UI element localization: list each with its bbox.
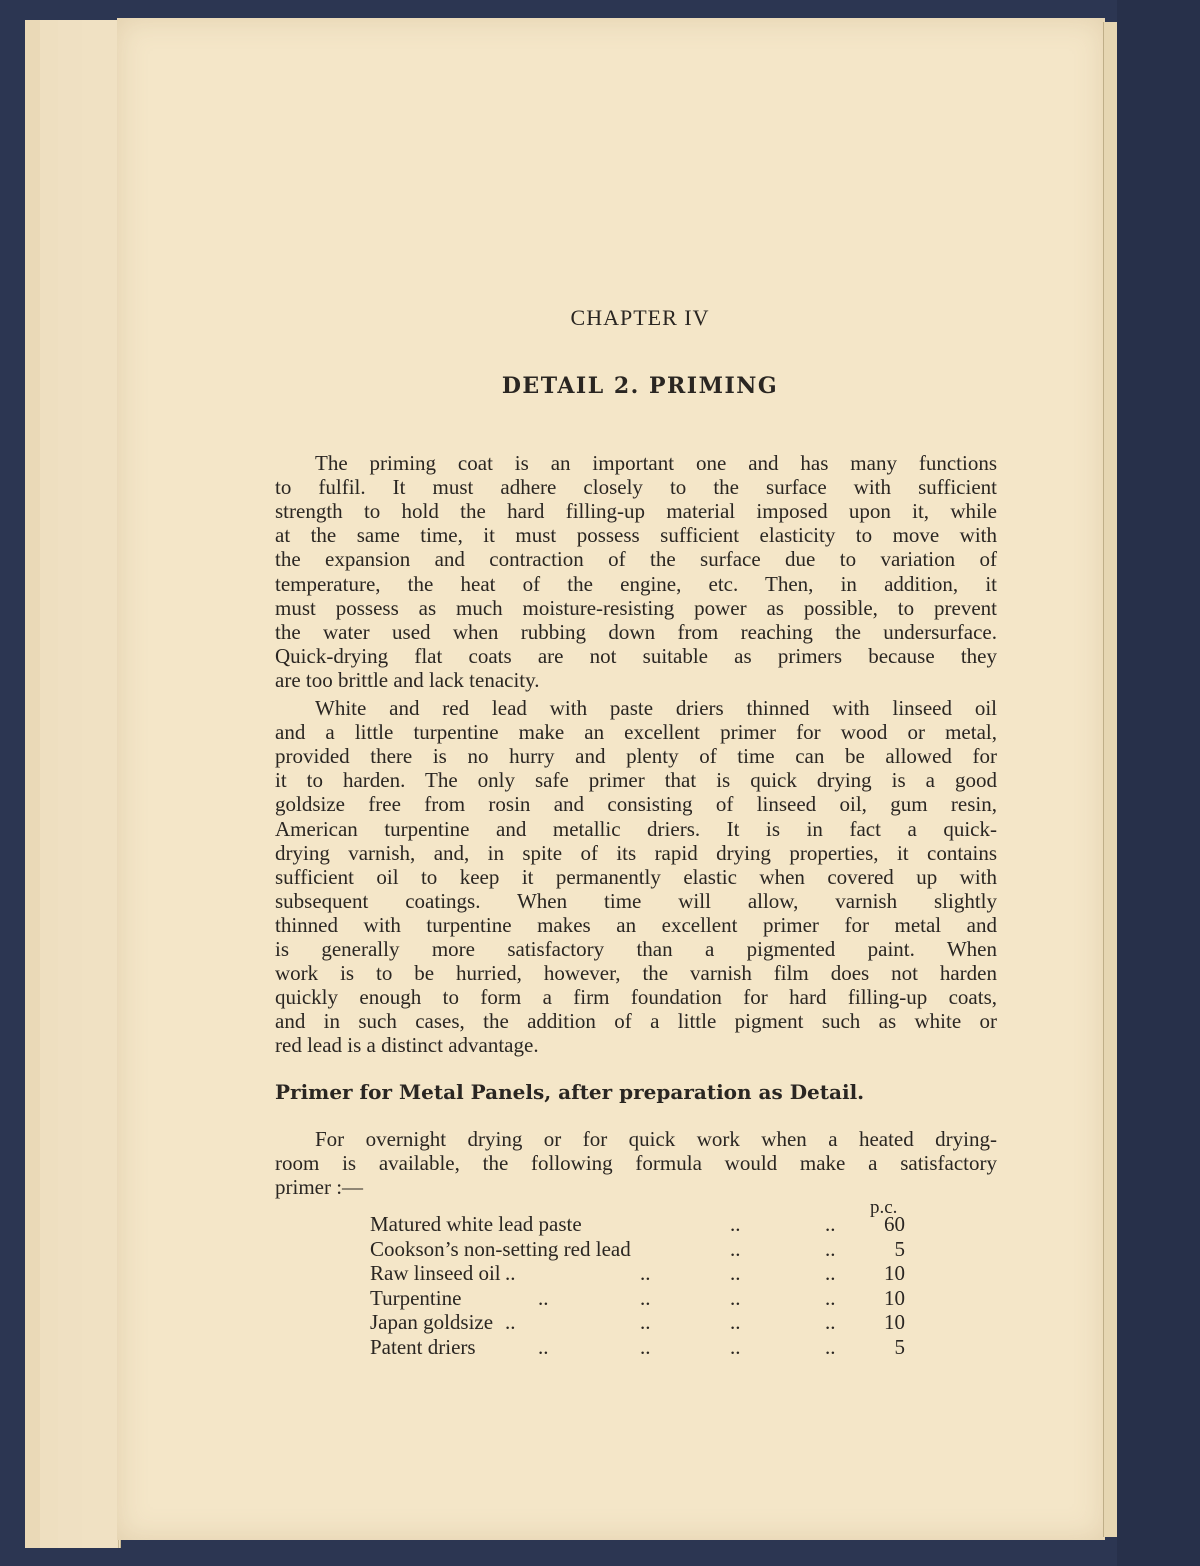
text-line: the water used when rubbing down from reaching the undersurface. bbox=[275, 619, 997, 644]
text-line: strength to hold the hard filling-up material imposed upon it, while bbox=[275, 499, 997, 524]
dot-leader: .. bbox=[640, 1261, 651, 1286]
ingredient-percent: 10 bbox=[884, 1310, 905, 1335]
dot-leader: .. bbox=[640, 1285, 651, 1310]
dot-leader: .. bbox=[538, 1335, 549, 1359]
dot-leader: .. bbox=[538, 1285, 549, 1310]
text-line: the expansion and contraction of the surface due to variation of bbox=[275, 547, 997, 572]
dot-leader: .. bbox=[825, 1236, 836, 1261]
ingredient-name: Patent driers bbox=[370, 1335, 476, 1359]
ingredient-percent: 60 bbox=[884, 1212, 905, 1236]
ingredient-name: Cookson’s non-setting red lead bbox=[370, 1236, 631, 1261]
formula-row bbox=[370, 1261, 905, 1285]
text-line: it to harden. The only safe primer that is quick drying is a good bbox=[275, 768, 997, 793]
text-line: American turpentine and metallic driers. It is in fact a quick- bbox=[275, 816, 997, 841]
dot-leader: .. bbox=[730, 1236, 741, 1261]
text-line: must possess as much moisture-resisting power as possible, to prevent bbox=[275, 595, 997, 620]
text-line: is generally more satisfactory than a pigmented paint. When bbox=[275, 937, 997, 961]
text-line: White and red lead with paste driers thinned with linseed oil bbox=[315, 696, 997, 720]
text-line: quickly enough to form a firm foundation for hard filling-up coats, bbox=[275, 985, 997, 1010]
unit-header: p.c. bbox=[870, 1197, 898, 1218]
text-line: Quick-drying flat coats are not suitable as primers because they bbox=[275, 643, 997, 668]
ingredient-name: Turpentine bbox=[370, 1285, 462, 1310]
formula-row bbox=[370, 1286, 905, 1310]
book-cover bbox=[1117, 0, 1200, 1566]
formula-row bbox=[370, 1335, 905, 1359]
formula-row bbox=[370, 1212, 905, 1236]
dot-leader: .. bbox=[825, 1212, 836, 1236]
text-line: sufficient oil to keep it permanently elastic when covered up with bbox=[275, 864, 997, 889]
dot-leader: .. bbox=[640, 1335, 651, 1359]
dot-leader: .. bbox=[505, 1261, 516, 1286]
dot-leader: .. bbox=[825, 1261, 836, 1286]
dot-leader: .. bbox=[730, 1310, 741, 1335]
text-line: work is to be hurried, however, the varnish film does not harden bbox=[275, 961, 997, 986]
text-line: and in such cases, the addition of a little pigment such as white or bbox=[275, 1009, 997, 1034]
ingredient-name: Raw linseed oil bbox=[370, 1261, 501, 1286]
text-line: provided there is no hurry and plenty of time can be allowed for bbox=[275, 744, 997, 769]
text-line: temperature, the heat of the engine, etc. Then, in addition, it bbox=[275, 571, 997, 596]
page-stack bbox=[82, 20, 119, 1548]
dot-leader: .. bbox=[730, 1285, 741, 1310]
text-line: thinned with turpentine makes an excellent primer for metal and bbox=[275, 912, 997, 937]
chapter-heading: CHAPTER IV bbox=[570, 305, 710, 330]
subheading: Primer for Metal Panels, after preparation as Detail. bbox=[275, 1080, 865, 1104]
dot-leader: .. bbox=[825, 1335, 836, 1359]
ingredient-percent: 5 bbox=[894, 1335, 905, 1359]
text-line: and a little turpentine make an excellent primer for wood or metal, bbox=[275, 720, 997, 745]
dot-leader: .. bbox=[825, 1285, 836, 1310]
section-title: DETAIL 2. PRIMING bbox=[501, 373, 779, 399]
dot-leader: .. bbox=[730, 1261, 741, 1286]
dot-leader: .. bbox=[505, 1310, 516, 1335]
text-line: drying varnish, and, in spite of its rapid drying properties, it contains bbox=[275, 840, 997, 865]
dot-leader: .. bbox=[825, 1310, 836, 1335]
text-line: The priming coat is an important one and has many functions bbox=[315, 451, 997, 475]
text-line: goldsize free from rosin and consisting of linseed oil, gum resin, bbox=[275, 792, 997, 817]
text-line: are too brittle and lack tenacity. bbox=[275, 667, 540, 692]
text-line: For overnight drying or for quick work when a heated drying- bbox=[315, 1127, 997, 1151]
text-line: primer :— bbox=[275, 1175, 364, 1200]
ingredient-name: Japan goldsize bbox=[370, 1310, 494, 1335]
text-line: to fulfil. It must adhere closely to the surface with sufficient bbox=[275, 475, 997, 500]
ingredient-percent: 10 bbox=[884, 1261, 905, 1286]
dot-leader: .. bbox=[730, 1212, 741, 1236]
ingredient-name: Matured white lead paste bbox=[370, 1212, 582, 1236]
text-line: red lead is a distinct advantage. bbox=[275, 1033, 539, 1058]
formula-row bbox=[370, 1310, 905, 1334]
formula-row bbox=[370, 1237, 905, 1261]
ingredient-percent: 5 bbox=[894, 1236, 905, 1261]
ingredient-percent: 10 bbox=[884, 1285, 905, 1310]
page-edge bbox=[1103, 22, 1118, 1537]
text-line: at the same time, it must possess sufficient elasticity to move with bbox=[275, 523, 997, 548]
text-line: room is available, the following formula would make a satisfactory bbox=[275, 1151, 997, 1176]
dot-leader: .. bbox=[640, 1310, 651, 1335]
dot-leader: .. bbox=[730, 1335, 741, 1359]
text-line: subsequent coatings. When time will allow, varnish slightly bbox=[275, 888, 997, 913]
